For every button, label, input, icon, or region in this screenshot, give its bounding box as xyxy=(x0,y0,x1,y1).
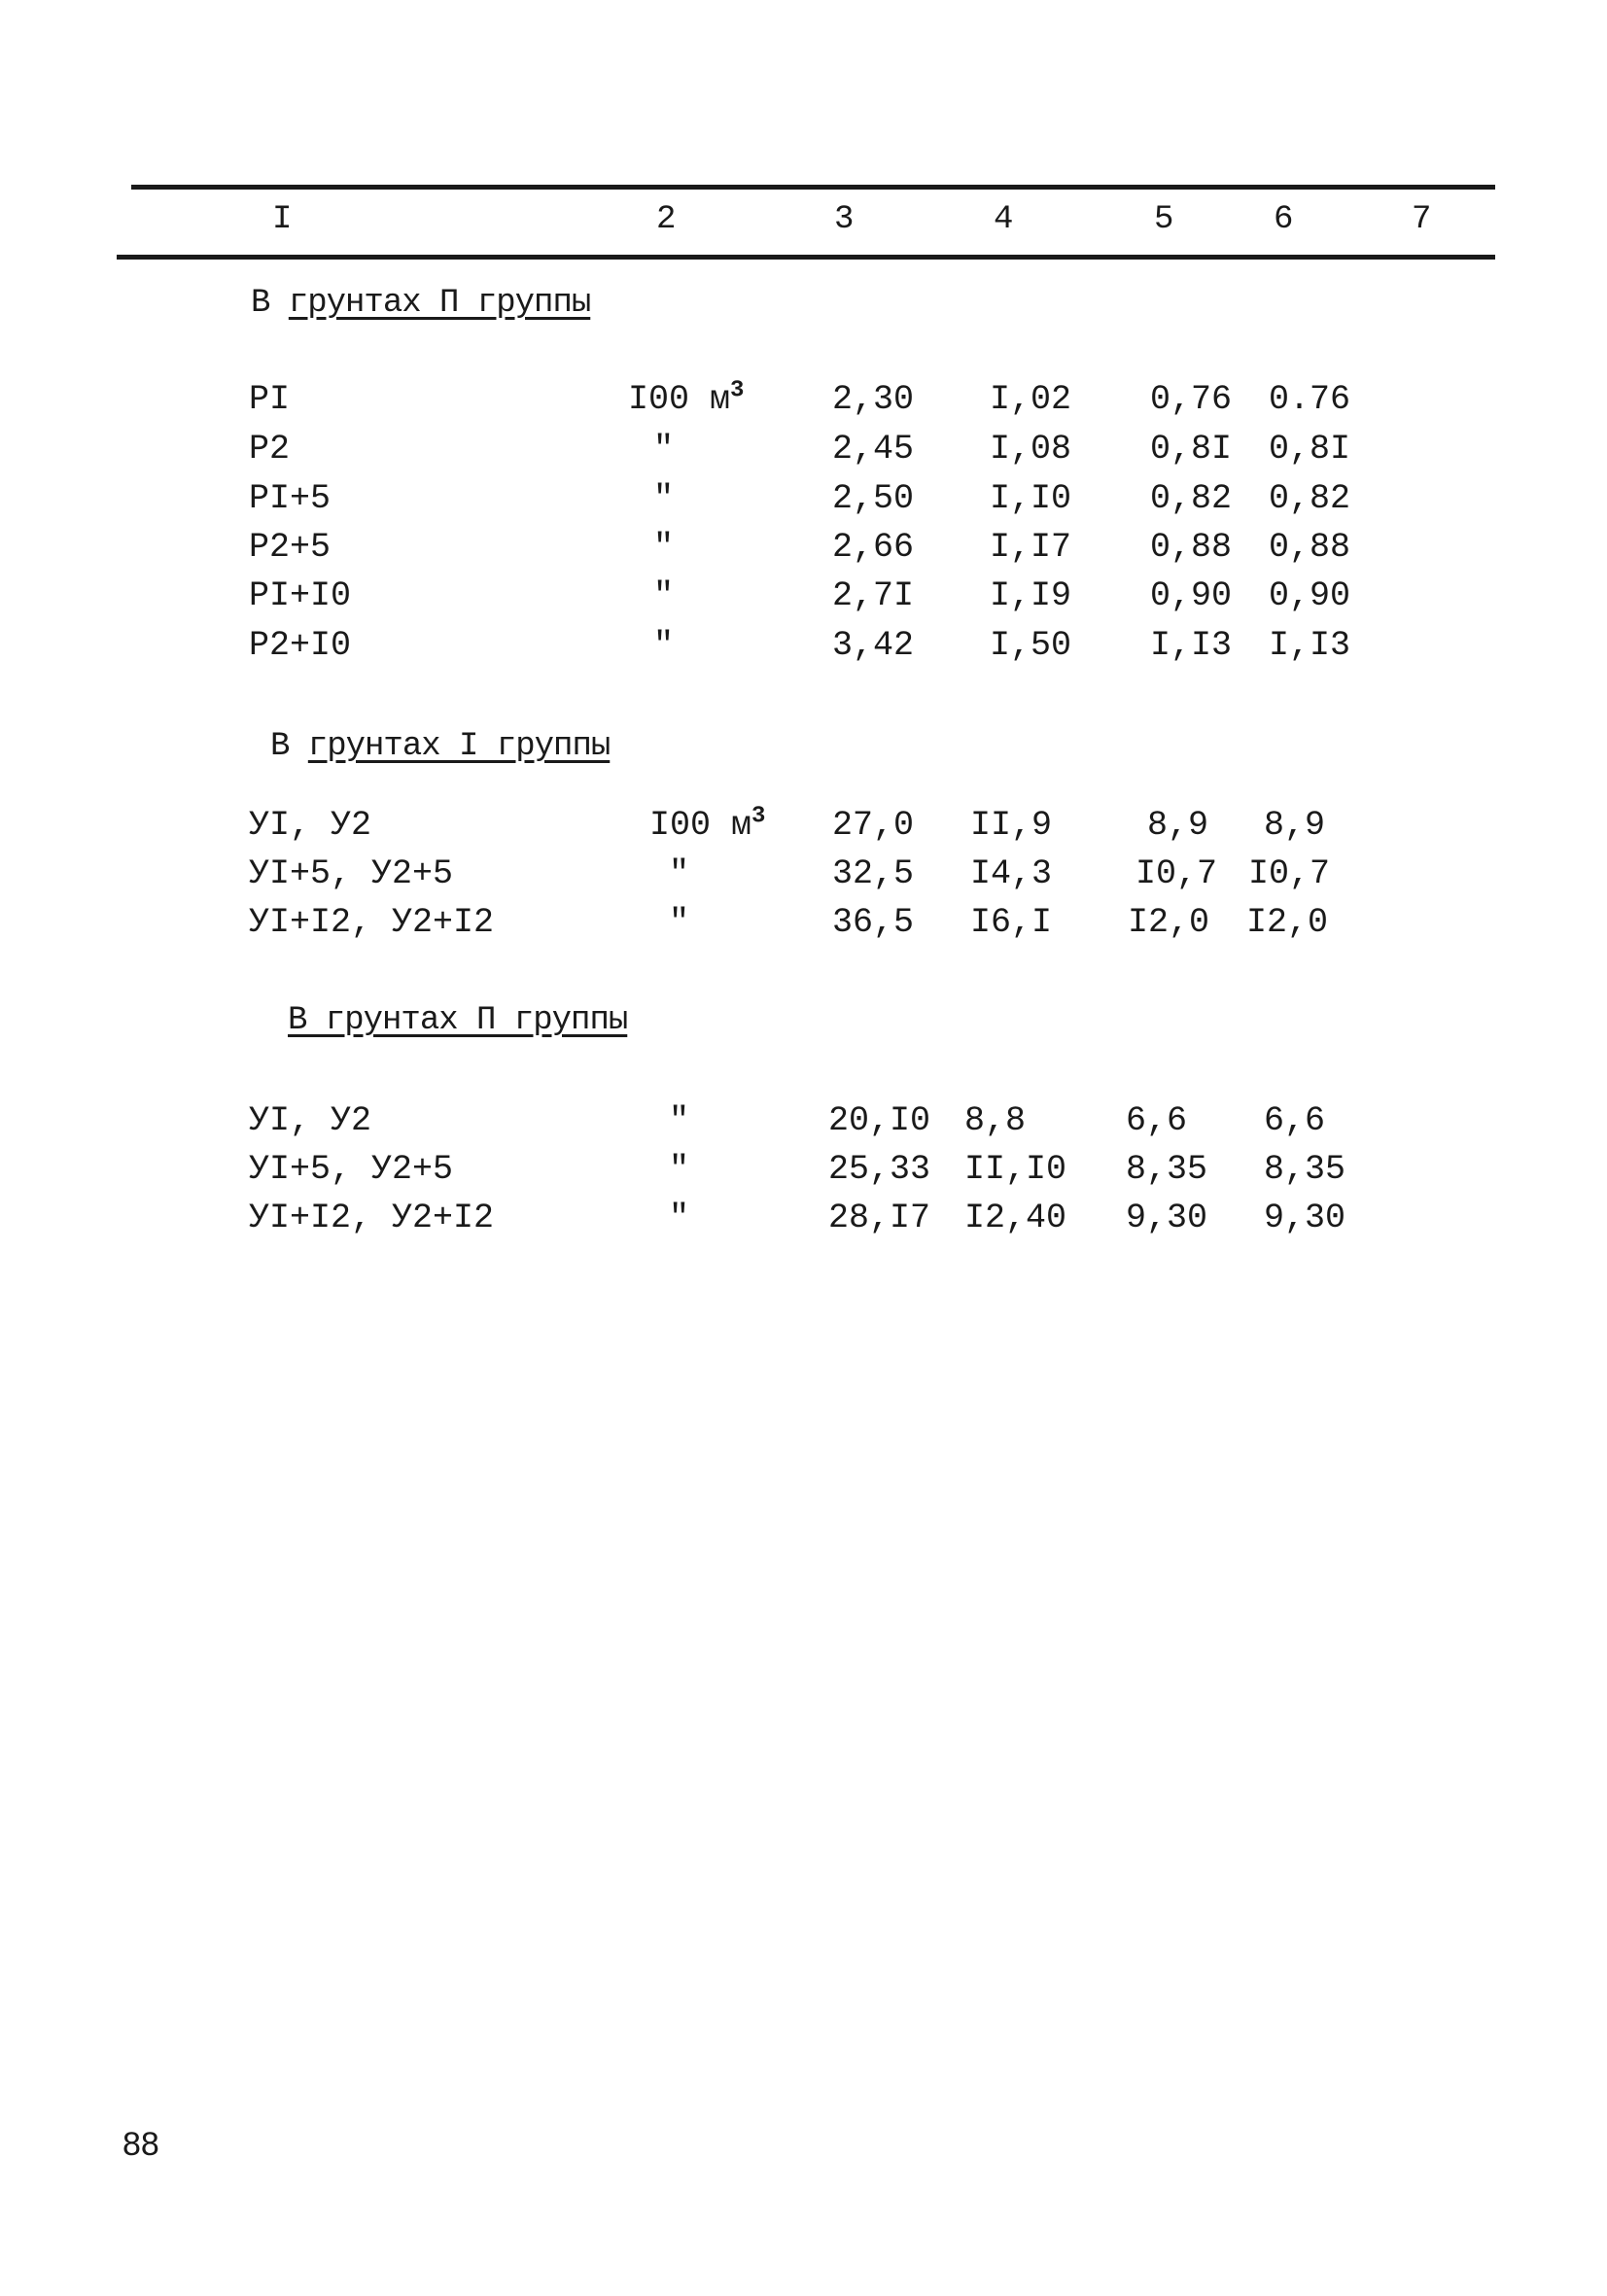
table-row xyxy=(0,476,1607,525)
cell-unit-ditto: " xyxy=(653,576,675,615)
cell-designation: УI, У2 xyxy=(249,1101,372,1140)
header-col-2: 2 xyxy=(656,201,677,238)
cell-col-4: II,9 xyxy=(970,806,1053,845)
cell-col-6: 6,6 xyxy=(1264,1101,1326,1140)
cell-col-4: II,I0 xyxy=(964,1150,1067,1189)
header-col-6: 6 xyxy=(1274,201,1294,238)
cell-designation: PI+5 xyxy=(249,479,332,518)
cell-col-5: 8,9 xyxy=(1147,806,1209,845)
cell-col-3: 2,7I xyxy=(832,576,915,615)
cell-col-3: 2,66 xyxy=(832,528,915,567)
header-col-5: 5 xyxy=(1154,201,1174,238)
cell-col-5: 9,30 xyxy=(1126,1199,1208,1237)
cell-col-6: 0,88 xyxy=(1269,528,1351,567)
cell-col-3: 32,5 xyxy=(832,854,915,893)
section-title-text: грунтах I группы xyxy=(307,728,611,765)
section-title-prefix: В xyxy=(251,285,270,322)
unit-exponent: 3 xyxy=(751,803,766,830)
cell-col-6: 0.76 xyxy=(1269,380,1351,419)
table-row xyxy=(0,1196,1607,1244)
cell-col-5: 0,88 xyxy=(1150,528,1233,567)
cell-designation: УI+5, У2+5 xyxy=(249,1150,454,1189)
cell-col-4: I,I9 xyxy=(990,576,1072,615)
cell-col-6: 0,8I xyxy=(1269,430,1351,469)
cell-col-3: 2,30 xyxy=(832,380,915,419)
cell-col-5: 0,8I xyxy=(1150,430,1233,469)
cell-designation: УI+I2, У2+I2 xyxy=(249,1199,495,1237)
header-col-4: 4 xyxy=(994,201,1014,238)
page-number: 88 xyxy=(122,2126,159,2163)
cell-col-4: I6,I xyxy=(970,903,1053,942)
cell-designation: УI+5, У2+5 xyxy=(249,854,454,893)
unit-text: I00 м xyxy=(649,806,752,845)
cell-col-4: I,02 xyxy=(990,380,1072,419)
cell-designation: P2+I0 xyxy=(249,626,352,665)
cell-col-6: I,I3 xyxy=(1269,626,1351,665)
cell-unit-ditto: " xyxy=(669,854,690,893)
cell-designation: PI+I0 xyxy=(249,576,352,615)
cell-col-5: 6,6 xyxy=(1126,1101,1188,1140)
table-row xyxy=(0,1098,1607,1147)
cell-unit xyxy=(628,377,744,422)
cell-col-4: I2,40 xyxy=(964,1199,1067,1237)
table-row xyxy=(0,852,1607,900)
section-title xyxy=(251,284,590,323)
table-row xyxy=(0,377,1607,426)
cell-col-5: 0,82 xyxy=(1150,479,1233,518)
section-title xyxy=(288,1001,627,1040)
table-header-rule xyxy=(117,255,1495,260)
table-row xyxy=(0,427,1607,475)
cell-col-4: I4,3 xyxy=(970,854,1053,893)
cell-col-5: I0,7 xyxy=(1135,854,1218,893)
cell-col-3: 2,50 xyxy=(832,479,915,518)
section-title-text: В грунтах П группы xyxy=(288,1002,628,1039)
cell-col-3: 36,5 xyxy=(832,903,915,942)
table-row xyxy=(0,1147,1607,1196)
cell-col-3: 2,45 xyxy=(832,430,915,469)
header-col-3: 3 xyxy=(834,201,855,238)
header-col-7: 7 xyxy=(1412,201,1432,238)
cell-col-6: 0,82 xyxy=(1269,479,1351,518)
cell-col-5: 0,76 xyxy=(1150,380,1233,419)
cell-unit-ditto: " xyxy=(653,528,675,567)
table-row xyxy=(0,803,1607,852)
cell-col-6: I0,7 xyxy=(1248,854,1331,893)
cell-col-4: 8,8 xyxy=(964,1101,1027,1140)
cell-col-5: 0,90 xyxy=(1150,576,1233,615)
cell-col-4: I,I0 xyxy=(990,479,1072,518)
cell-col-3: 25,33 xyxy=(828,1150,931,1189)
cell-col-6: 8,35 xyxy=(1264,1150,1346,1189)
cell-designation: P2+5 xyxy=(249,528,332,567)
section-title-prefix: В xyxy=(270,728,290,765)
cell-col-3: 3,42 xyxy=(832,626,915,665)
cell-col-4: I,08 xyxy=(990,430,1072,469)
table-row xyxy=(0,900,1607,949)
cell-col-6: 0,90 xyxy=(1269,576,1351,615)
section-title xyxy=(270,727,610,766)
cell-unit-ditto: " xyxy=(653,626,675,665)
unit-exponent: 3 xyxy=(730,377,745,404)
cell-col-4: I,I7 xyxy=(990,528,1072,567)
cell-designation: УI, У2 xyxy=(249,806,372,845)
cell-unit-ditto: " xyxy=(653,430,675,469)
table-row xyxy=(0,623,1607,672)
cell-col-4: I,50 xyxy=(990,626,1072,665)
cell-col-5: I2,0 xyxy=(1128,903,1210,942)
cell-unit-ditto: " xyxy=(653,479,675,518)
cell-col-6: I2,0 xyxy=(1246,903,1329,942)
cell-unit xyxy=(649,803,765,848)
cell-col-6: 9,30 xyxy=(1264,1199,1346,1237)
cell-unit-ditto: " xyxy=(669,903,690,942)
cell-unit-ditto: " xyxy=(669,1101,690,1140)
cell-col-5: 8,35 xyxy=(1126,1150,1208,1189)
table-header-row xyxy=(0,194,1607,243)
cell-designation: PI xyxy=(249,380,291,419)
cell-unit-ditto: " xyxy=(669,1199,690,1237)
cell-col-6: 8,9 xyxy=(1264,806,1326,845)
cell-col-5: I,I3 xyxy=(1150,626,1233,665)
cell-unit-ditto: " xyxy=(669,1150,690,1189)
table-row xyxy=(0,574,1607,622)
cell-col-3: 27,0 xyxy=(832,806,915,845)
cell-designation: P2 xyxy=(249,430,291,469)
cell-col-3: 20,I0 xyxy=(828,1101,931,1140)
section-title-text: грунтах П группы xyxy=(288,285,591,322)
table-row xyxy=(0,525,1607,574)
cell-designation: УI+I2, У2+I2 xyxy=(249,903,495,942)
unit-text: I00 м xyxy=(628,380,731,419)
table-top-rule xyxy=(131,185,1495,190)
cell-col-3: 28,I7 xyxy=(828,1199,931,1237)
header-col-1: I xyxy=(272,201,293,238)
